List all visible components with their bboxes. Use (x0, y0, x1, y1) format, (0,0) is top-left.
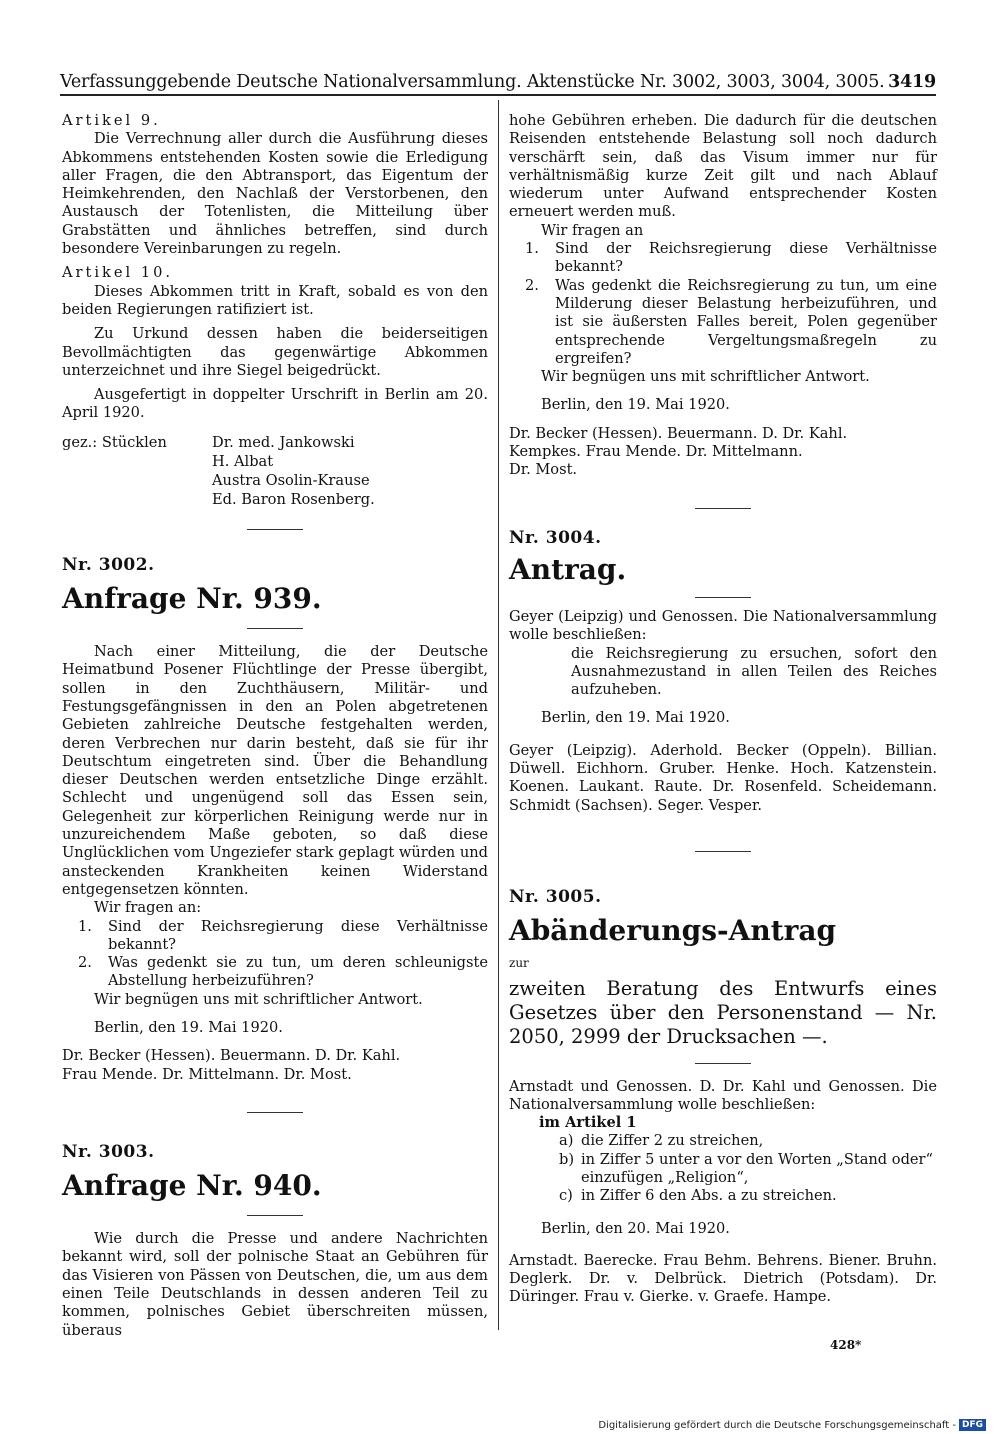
section-divider (247, 1112, 303, 1113)
signers-940-line3: Dr. Most. (509, 461, 578, 479)
amendment-item: a) die Ziffer 2 zu streichen, (559, 1132, 764, 1150)
questions-939 (62, 918, 488, 991)
section-divider (695, 851, 751, 852)
date-3005: Berlin, den 20. Mai 1920. (541, 1219, 730, 1237)
antrag-intro: Geyer (Leipzig) und Genossen. Die Nationalversammlung wolle beschließen: (509, 607, 937, 644)
column-divider (498, 100, 499, 1330)
im-artikel: im Artikel 1 (539, 1114, 637, 1132)
anfrage-939-title: Anfrage Nr. 939. (62, 582, 322, 616)
signers-3005: Arnstadt. Baerecke. Frau Behm. Behrens. Biener. Bruhn. Deglerk. Dr. v. Delbrück. Dietrich (Potsdam). Dr. Düringer. Frau v. Gierke. v. Graefe. Hampe. (509, 1251, 937, 1306)
document-number-3003: Nr. 3003. (62, 1141, 155, 1162)
amendment-item: c) in Ziffer 6 den Abs. a zu streichen. (559, 1187, 837, 1205)
signers-939-line1: Dr. Becker (Hessen). Beuermann. D. Dr. Kahl. (62, 1047, 401, 1065)
anfrage-939-text: Nach einer Mitteilung, die der Deutsche Heimatbund Posener Flüchtlinge der Presse übergibt, sollen in den Zuchthäusern, Militär- und Festungsgefängnissen in den an Polen abgetretenen Gebieten zahlreiche Deutsche festgehalten werden, deren Verbrechen nur darin besteht, daß sie für ihr Deutschtum eingetreten sind. Über die Behandlung dieser Deutschen werden entsetzliche Dinge erzählt. Schlecht und ungenügend soll das Essen sein, Gelegenheit zur körperlichen Reinigung werde nur in unzureichendem Maße geboten, so daß diese Unglücklichen vom Ungeziefer stark geplagt würden und ansteckenden Krankheiten keinen Widerstand entgegensetzen könnten. (62, 643, 488, 898)
signature-name: Austra Osolin-Krause (212, 471, 370, 489)
abaenderung-subtitle: zweiten Beratung des Entwurfs eines Gesetzes über den Personenstand — Nr. 2050, 2999 der Drucksachen —. (509, 976, 937, 1048)
questions-intro: Wir fragen an: (94, 899, 202, 917)
abaenderung-title: Abänderungs-Antrag (509, 914, 837, 948)
article-10-text: Dieses Abkommen tritt in Kraft, sobald es von den beiden Regierungen ratifiziert ist. (62, 282, 488, 318)
question-item: 2. Was gedenkt sie zu tun, um deren schleunigste Abstellung herbeizuführen? (78, 954, 488, 990)
question-item: 2. Was gedenkt die Reichsregierung zu tun, um eine Milderung dieser Belastung herbeizuführen, und ist sie äußersten Falles bereit, Polen gegenüber entsprechende Vergeltungsmaßregeln zu ergreifen? (525, 276, 937, 367)
intro-3005: Arnstadt und Genossen. D. Dr. Kahl und Genossen. Die Nationalversammlung wolle beschließen: (509, 1077, 937, 1113)
right-column (509, 112, 937, 1307)
section-divider (247, 529, 303, 530)
left-column (62, 112, 488, 1340)
question-item: 1. Sind der Reichsregierung diese Verhältnisse bekannt? (78, 917, 488, 953)
title-divider (247, 1215, 303, 1216)
signers-3004: Geyer (Leipzig). Aderhold. Becker (Oppeln). Billian. Düwell. Eichhorn. Gruber. Henke. Hoch. Katzenstein. Koenen. Laukant. Raute. Dr. Rosenfeld. Scheidemann. Schmidt (Sachsen). Seger. Vesper. (509, 741, 937, 814)
page-number: 3419 (888, 72, 936, 92)
signers-940-line1: Dr. Becker (Hessen). Beuermann. D. Dr. Kahl. (509, 424, 848, 442)
running-title: Verfassunggebende Deutsche Nationalversammlung. Aktenstücke Nr. 3002, 3003, 3004, 3005. (60, 72, 885, 92)
title-divider (695, 597, 751, 598)
signature-names (134, 433, 488, 509)
zur-label: zur (509, 956, 529, 971)
answer-note: Wir begnügen uns mit schriftlicher Antwort. (94, 990, 423, 1008)
date-940: Berlin, den 19. Mai 1920. (541, 396, 730, 414)
page-header (60, 60, 936, 96)
article-9-heading: Artikel 9. (62, 112, 161, 129)
amendment-list (509, 1132, 937, 1205)
page-footnote: 428* (830, 1338, 862, 1352)
title-divider (695, 1063, 751, 1064)
treaty-signatures (62, 433, 488, 509)
anfrage-940-title: Anfrage Nr. 940. (62, 1169, 322, 1203)
anfrage-940-text: Wie durch die Presse und andere Nachrichten bekannt wird, soll der polnische Staat an Gebühren für das Visieren von Pässen von Deutschen, die, um aus dem einen Teile Deutschlands in dessen anderen Teil zu kommen, polnisches Gebiet überschreiten müssen, überaus (62, 1230, 488, 1339)
date-939: Berlin, den 19. Mai 1920. (94, 1018, 283, 1036)
answer-note: Wir begnügen uns mit schriftlicher Antwort. (541, 368, 870, 386)
date-3004: Berlin, den 19. Mai 1920. (541, 709, 730, 727)
question-item: 1. Sind der Reichsregierung diese Verhältnisse bekannt? (525, 240, 937, 276)
signature-name: Dr. med. Jankowski (212, 433, 355, 451)
questions-940 (509, 240, 937, 368)
title-divider (247, 628, 303, 629)
signers-940-line2: Kempkes. Frau Mende. Dr. Mittelmann. (509, 443, 803, 461)
antrag-text: die Reichsregierung zu ersuchen, sofort den Ausnahmezustand in allen Teilen des Reiches aufzuheben. (571, 644, 937, 699)
dfg-logo: DFG (959, 1419, 986, 1431)
amendment-item: b) in Ziffer 5 unter a vor den Worten „Stand oder“ einzufügen „Religion“, (559, 1150, 933, 1186)
signers-939-line2: Frau Mende. Dr. Mittelmann. Dr. Most. (62, 1065, 352, 1083)
document-number-3005: Nr. 3005. (509, 886, 602, 907)
document-number-3002: Nr. 3002. (62, 554, 155, 575)
urkund-paragraph: Zu Urkund dessen haben die beiderseitigen Bevollmächtigten das gegenwärtige Abkommen unterzeichnet und ihre Siegel beigedrückt. (62, 325, 488, 379)
credit-text: Digitalisierung gefördert durch die Deutsche Forschungsgemeinschaft - (598, 1419, 956, 1431)
digitization-credit (598, 1419, 986, 1431)
anfrage-940-continued: hohe Gebühren erheben. Die dadurch für die deutschen Reisenden entstehende Belastung soll noch dadurch verschärft sein, daß das Visum immer nur für verhältnismäßig kurze Zeit gilt und nach Ablauf wiederum unter Aufwand entsprechender Kosten erneuert werden muß. (509, 112, 937, 221)
article-9-text: Die Verrechnung aller durch die Ausführung dieses Abkommens entstehenden Kosten sowie die Erledigung aller Fragen, die den Abtransport, das Eigentum der Heimkehrenden, den Nachlaß der Verstorbenen, den Austausch der Totenlisten, die Mitteilung über Grabstätten und ähnliches betreffen, sind durch besondere Vereinbarungen zu regeln. (62, 130, 488, 258)
section-divider (695, 508, 751, 509)
signature-name: H. Albat (212, 452, 274, 470)
signature-gez: gez.: Stücklen (62, 433, 167, 451)
antrag-title: Antrag. (509, 552, 627, 586)
document-number-3004: Nr. 3004. (509, 527, 602, 548)
ausgefertigt-paragraph: Ausgefertigt in doppelter Urschrift in Berlin am 20. April 1920. (62, 386, 488, 422)
questions-intro: Wir fragen an (541, 221, 644, 239)
signature-name: Ed. Baron Rosenberg. (212, 490, 375, 508)
article-10-heading: Artikel 10. (62, 264, 174, 282)
